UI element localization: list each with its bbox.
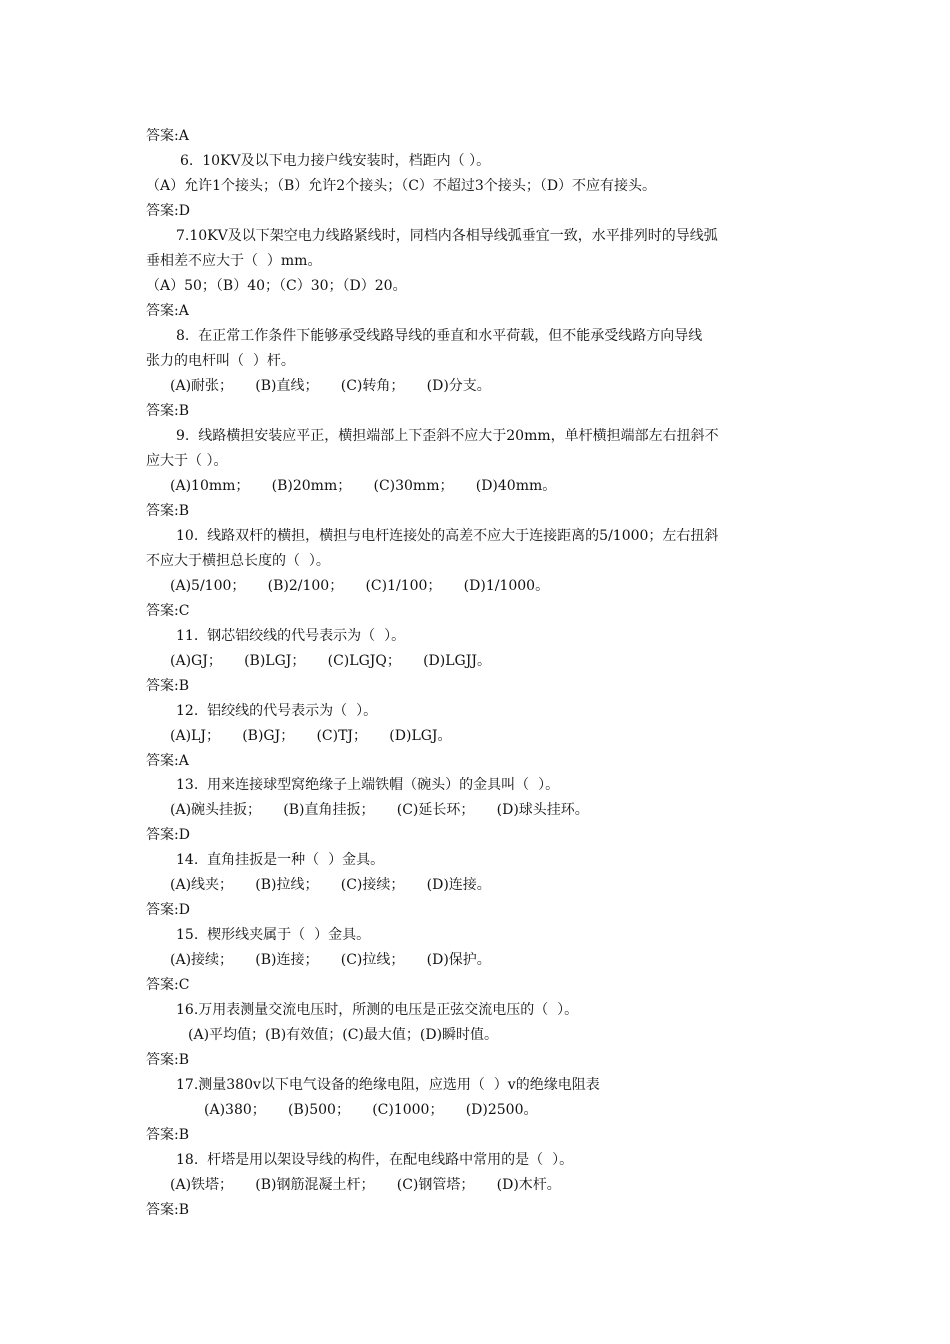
answer-8: 答案:B (146, 403, 190, 419)
answer-11: 答案:B (146, 678, 190, 694)
question-17: 17.测量380v以下电气设备的绝缘电阻，应选用（ ）v的绝缘电阻表 (176, 1077, 600, 1093)
question-16-options: (A)平均值；(B)有效值；(C)最大值；(D)瞬时值。 (188, 1027, 499, 1043)
question-12-options: (A)LJ； (B)GJ； (C)TJ； (D)LGJ。 (170, 728, 452, 744)
answer-14: 答案:D (146, 902, 190, 918)
answer-6: 答案:D (146, 203, 190, 219)
question-7-line-2: 垂相差不应大于（ ）mm。 (146, 253, 322, 269)
question-6: 6. 10KV及以下电力接户线安装时，档距内（ ）。 (180, 153, 491, 169)
question-8-line-2: 张力的电杆叫（ ）杆。 (146, 353, 295, 369)
question-8-line-1: 8. 在正常工作条件下能够承受线路导线的垂直和水平荷载，但不能承受线路方向导线 (176, 328, 703, 344)
answer-12: 答案:A (146, 753, 189, 769)
answer-15: 答案:C (146, 977, 190, 993)
question-18: 18. 杆塔是用以架设导线的构件，在配电线路中常用的是（ ）。 (176, 1152, 574, 1168)
question-13: 13. 用来连接球型窝绝缘子上端铁帽（碗头）的金具叫（ ）。 (176, 777, 560, 793)
question-18-options: (A)铁塔； (B)钢筋混凝土杆； (C)钢管塔； (D)木杆。 (170, 1177, 561, 1193)
question-10-options: (A)5/100； (B)2/100； (C)1/100； (D)1/1000。 (170, 578, 550, 594)
answer-17: 答案:B (146, 1127, 190, 1143)
question-11-options: (A)GJ； (B)LGJ； (C)LGJQ； (D)LGJJ。 (170, 653, 491, 669)
question-9-line-2: 应大于（ ）。 (146, 453, 228, 469)
question-15-options: (A)接续； (B)连接； (C)拉线； (D)保护。 (170, 952, 491, 968)
answer-5: 答案:A (146, 128, 189, 144)
question-6-options: （A）允许1个接头；（B）允许2个接头；（C）不超过3个接头；（D）不应有接头。 (146, 178, 657, 194)
question-9-options: (A)10mm； (B)20mm； (C)30mm； (D)40mm。 (170, 478, 557, 494)
question-7-line-1: 7.10KV及以下架空电力线路紧线时，同档内各相导线弧垂宜一致，水平排列时的导线弧 (176, 228, 718, 244)
answer-18: 答案:B (146, 1202, 190, 1218)
question-9-line-1: 9. 线路横担安装应平正，横担端部上下歪斜不应大于20mm，单杆横担端部左右扭斜不 (176, 428, 719, 444)
question-14: 14. 直角挂扳是一种（ ）金具。 (176, 852, 385, 868)
question-12: 12. 铝绞线的代号表示为（ ）。 (176, 703, 378, 719)
question-10-line-2: 不应大于横担总长度的（ ）。 (146, 553, 330, 569)
question-13-options: (A)碗头挂扳； (B)直角挂扳； (C)延长环； (D)球头挂环。 (170, 802, 589, 818)
question-11: 11. 钢芯铝绞线的代号表示为（ ）。 (176, 628, 406, 644)
question-17-options: (A)380； (B)500； (C)1000； (D)2500。 (204, 1102, 538, 1118)
question-15: 15. 楔形线夹属于（ ）金具。 (176, 927, 371, 943)
answer-7: 答案:A (146, 303, 189, 319)
answer-13: 答案:D (146, 827, 190, 843)
answer-10: 答案:C (146, 603, 190, 619)
question-7-options: （A）50；（B）40；（C）30；（D）20。 (146, 278, 407, 294)
question-14-options: (A)线夹； (B)拉线； (C)接续； (D)连接。 (170, 877, 491, 893)
answer-16: 答案:B (146, 1052, 190, 1068)
question-10-line-1: 10. 线路双杆的横担，横担与电杆连接处的高差不应大于连接距离的5/1000；左右扭斜 (176, 528, 719, 544)
question-16: 16.万用表测量交流电压时，所测的电压是正弦交流电压的（ ）。 (176, 1002, 579, 1018)
answer-9: 答案:B (146, 503, 190, 519)
question-8-options: (A)耐张； (B)直线； (C)转角； (D)分支。 (170, 378, 491, 394)
